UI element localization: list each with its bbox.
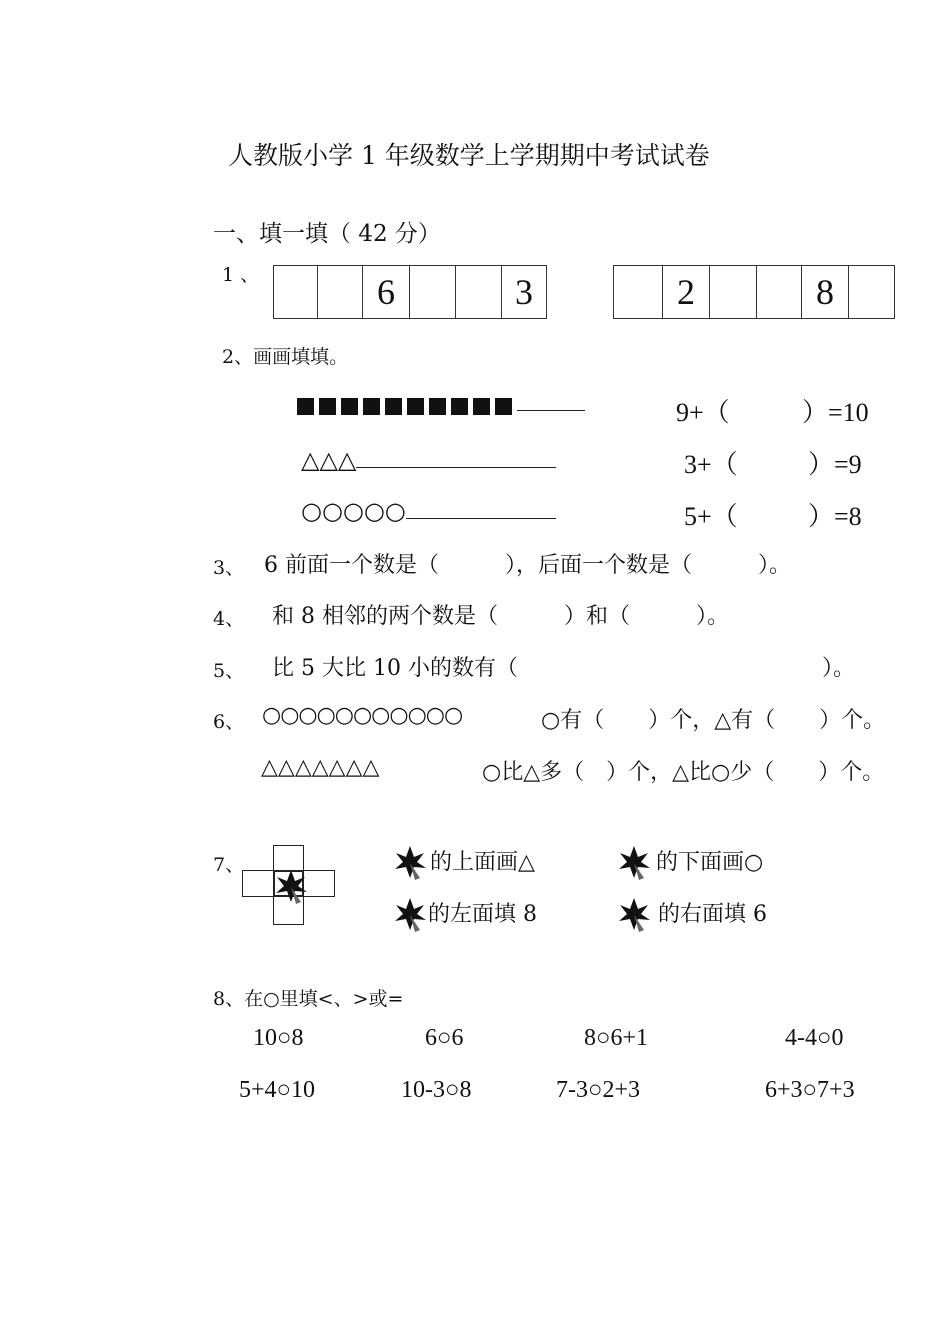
compare-item[interactable]: 5+4○10: [239, 1077, 316, 1103]
square-shape: [297, 398, 314, 415]
square-shape: [429, 398, 446, 415]
number-box[interactable]: [849, 266, 894, 318]
section-heading: 一、填一填（ 42 分）: [213, 221, 441, 247]
triangles-group: △△△△△△△: [261, 755, 380, 780]
square-shape: [473, 398, 490, 415]
number-box[interactable]: [614, 266, 663, 318]
square-shape: [385, 398, 402, 415]
compare-item[interactable]: 10-3○8: [401, 1077, 472, 1103]
number-box[interactable]: [410, 266, 456, 318]
compare-item[interactable]: 4-4○0: [785, 1025, 844, 1051]
q4-label: 4、: [213, 608, 245, 630]
eq-left: 5+（: [684, 502, 738, 531]
answer-line[interactable]: [356, 467, 556, 468]
q1-label: 1 、: [222, 264, 260, 286]
leaf-icon: [614, 843, 654, 883]
leaf-icon: [390, 895, 430, 935]
number-box[interactable]: [710, 266, 757, 318]
q6-line1: ○有（ ）个，△有（ ）个。: [541, 708, 886, 733]
number-box: 2: [663, 266, 710, 318]
q7-label: 7、: [213, 854, 245, 876]
number-boxes-b: [613, 265, 895, 319]
circle-shapes: ○○○○○: [301, 497, 406, 525]
q7-item: 的右面填 6: [658, 902, 767, 927]
q6-line2: ○比△多（ ）个，△比○少（ ）个。: [482, 760, 885, 785]
triangles-row: [301, 446, 556, 474]
eq-left: 9+（: [676, 398, 730, 427]
number-box[interactable]: [757, 266, 802, 318]
compare-item[interactable]: 6○6: [425, 1025, 464, 1051]
square-shape: [363, 398, 380, 415]
leaf-icon: [390, 843, 430, 883]
eq-left: 3+（: [684, 450, 738, 479]
square-shape: [341, 398, 358, 415]
eq-right: ）=8: [808, 502, 862, 531]
compare-item[interactable]: 6+3○7+3: [765, 1077, 855, 1103]
q8-label: 8、在○里填<、>或=: [213, 988, 404, 1010]
q7-item: 的下面画○: [656, 850, 764, 875]
number-box[interactable]: [456, 266, 502, 318]
q2-label: 2、画画填填。: [222, 346, 349, 368]
leaf-icon: [271, 867, 311, 907]
square-shape: [495, 398, 512, 415]
page-title: 人教版小学 1 年级数学上学期期中考试试卷: [228, 141, 710, 170]
q4-text: 和 8 相邻的两个数是（ ）和（ ）。: [272, 604, 729, 629]
square-shapes: [297, 396, 517, 415]
circles-group: ○○○○○○○○○○○: [262, 703, 463, 728]
compare-item[interactable]: 10○8: [253, 1025, 304, 1051]
number-box[interactable]: [274, 266, 318, 318]
q7-item: 的上面画△: [430, 850, 535, 875]
eq-right: ）=10: [802, 398, 869, 427]
eq-right: ）=9: [808, 450, 862, 479]
q5-text: 比 5 大比 10 小的数有（: [272, 656, 518, 681]
leaf-icon: [614, 895, 654, 935]
q6-label: 6、: [213, 711, 245, 733]
compare-item[interactable]: 8○6+1: [584, 1025, 649, 1051]
answer-line[interactable]: [517, 410, 585, 411]
number-box: 3: [515, 272, 533, 312]
triangle-shapes: △△△: [301, 446, 357, 474]
number-box: 6: [363, 266, 410, 318]
q3-label: 3、: [213, 557, 245, 579]
square-shape: [407, 398, 424, 415]
square-shape: [451, 398, 468, 415]
number-boxes-a: [273, 265, 547, 319]
square-shape: [319, 398, 336, 415]
q7-item: 的左面填 8: [428, 902, 537, 927]
compare-item[interactable]: 7-3○2+3: [556, 1077, 641, 1103]
q5-end: ）。: [822, 656, 856, 681]
number-box: 8: [802, 266, 849, 318]
q5-label: 5、: [213, 660, 245, 682]
circles-row: [301, 497, 556, 525]
q3-text: 6 前面一个数是（ ），后面一个数是（ ）。: [264, 553, 791, 578]
squares-row: [297, 396, 585, 415]
number-box[interactable]: [318, 266, 363, 318]
answer-line[interactable]: [406, 518, 556, 519]
